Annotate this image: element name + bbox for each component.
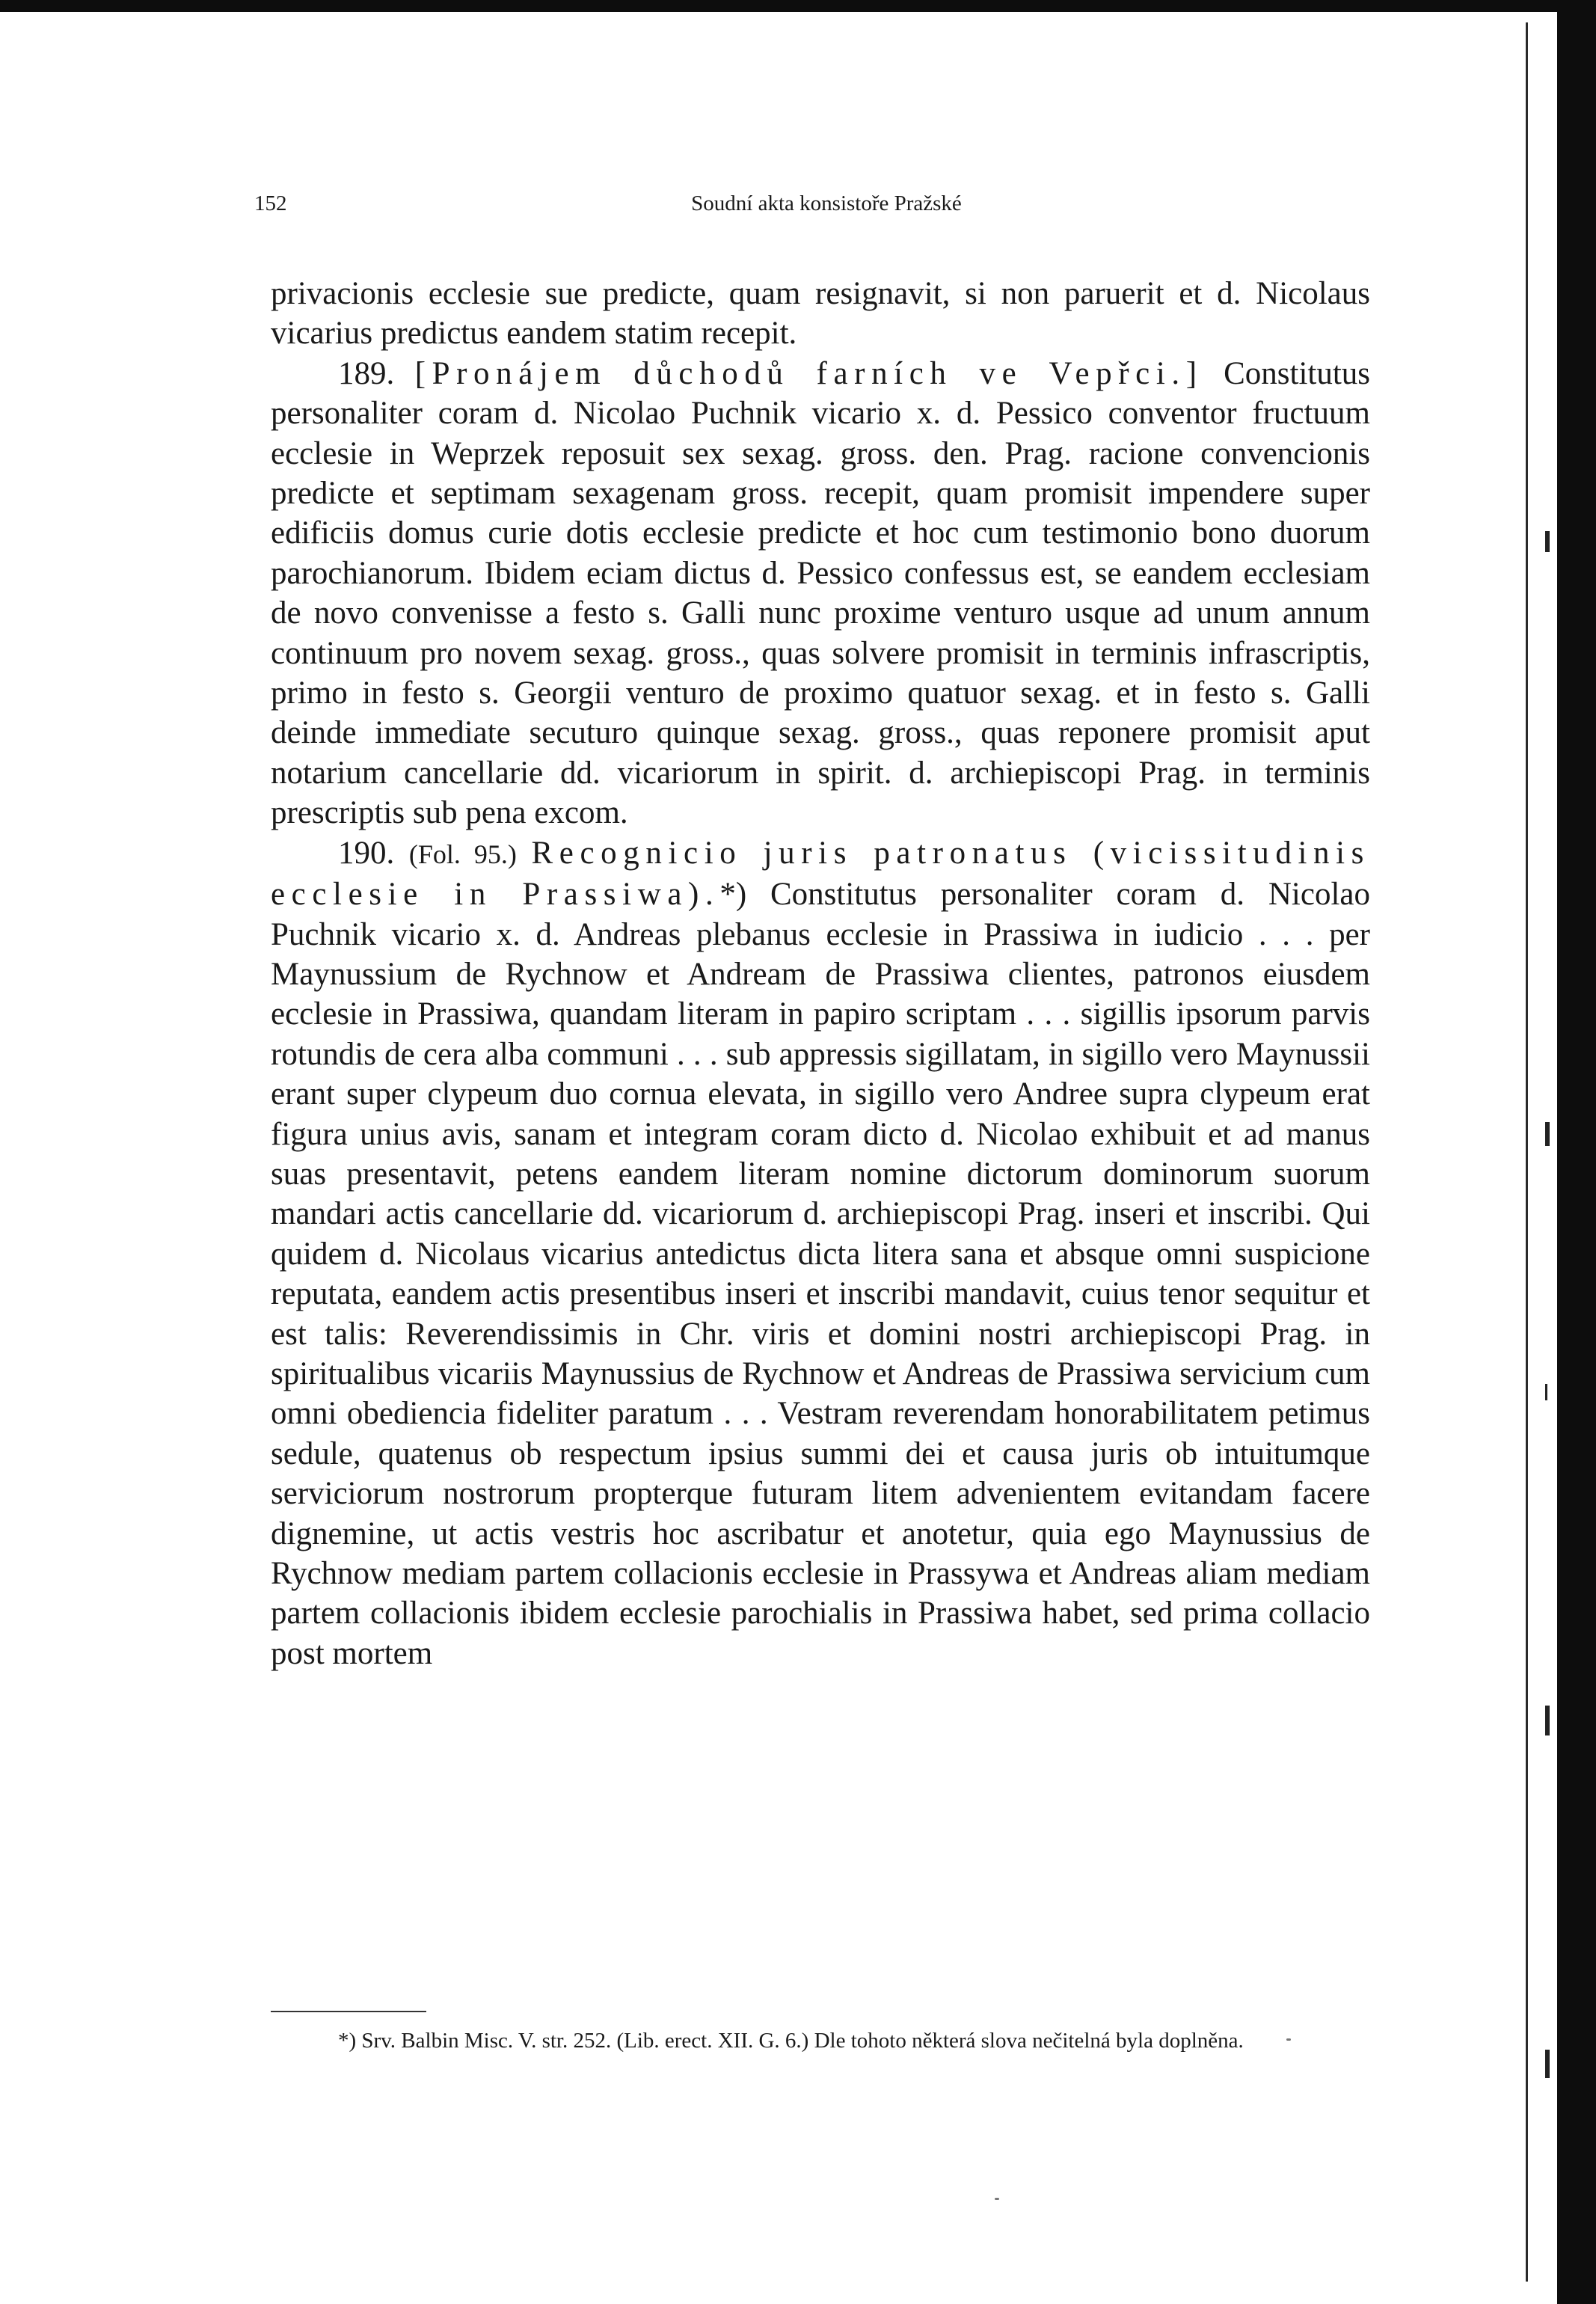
footnote: *) Srv. Balbin Misc. V. str. 252. (Lib. erect. XII. G. 6.) Dle tohoto některá slova nečitelná byla doplněna. (338, 2029, 1244, 2053)
scan-speck (1286, 2038, 1291, 2041)
folio-reference: (Fol. 95.) (408, 839, 517, 869)
margin-mark (1545, 2050, 1550, 2078)
page-number: 152 (254, 192, 287, 215)
entry-number: 190. (338, 835, 395, 871)
page-fold-shadow (1526, 22, 1535, 2282)
footnote-ref: *) (719, 877, 747, 913)
scan-speck (995, 2198, 999, 2200)
scan-border-top (0, 0, 1596, 12)
margin-mark (1545, 531, 1550, 552)
entry-title: [Pronájem důchodů farních ve Vepřci.] (414, 355, 1203, 391)
running-title: Soudní akta konsistoře Pražské (691, 192, 962, 215)
opening-paragraph: privacionis ecclesie sue predicte, quam resignavit, si non paruerit et d. Nicolaus vicarius predictus eandem statim recepit. (271, 276, 1370, 352)
entry-text: Constitutus personaliter coram d. Nicolao Puchnik vicario x. d. Pessico conventor fructuum ecclesie in Weprzek reposuit sex sexag. gross. den. Prag. racione convencionis predicte et septimam sexagenam gross. recepit, quam promisit impendere super edificiis domus curie dotis ecclesie predicte et hoc cum testimonio bono duorum parochianorum. Ibidem eciam dictus d. Pessico confessus est, se eandem ecclesiam de novo convenisse a festo s. Galli nunc proxime venturo usque ad unum annum continuum pro novem sexag. gross., quas solvere promisit in terminis infrascriptis, primo in festo s. Georgii venturo de proximo quatuor sexag. et in festo s. Galli deinde immediate secuturo quinque sexag. gross., quas reponere promisit aput notarium cancellarie dd. vicariorum in spirit. d. archiepiscopi Prag. in terminis prescriptis sub pena excom. (271, 355, 1371, 831)
page-header (254, 192, 1399, 227)
margin-mark (1545, 1384, 1547, 1400)
entry-title: Recognicio juris patronatus (vicissitudinis ecclesie in Prassiwa). (271, 835, 1371, 913)
entry-190 (271, 833, 1370, 1674)
entry-text: Constitutus personaliter coram d. Nicolao Puchnik vicario x. d. Andreas plebanus ecclesie in Prassiwa in iudicio . . . per Maynussium de Rychnow et Andream de Prassiwa clientes, patronos eiusdem ecclesie in Prassiwa, quandam literam in papiro scriptam . . . sigillis ipsorum parvis rotundis de cera alba communi . . . sub appressis sigillatam, in sigillo vero Maynussii erant super clypeum duo cornua elevata, in sigillo vero Andree supra clypeum erat figura unius avis, sanam et integram coram dicto d. Nicolao exhibuit et ad manus suas presentavit, petens eandem literam nomine dictorum dominorum suorum mandari actis cancellarie dd. vicariorum d. archiepiscopi Prag. inseri et inscribi. Qui quidem d. Nicolaus vicarius antedictus dicta litera sana et absque omni suspicione reputata, eandem actis presentibus inseri et inscribi mandavit, cuius tenor sequitur et est talis: Reverendissimis in Chr. viris et domini nostri archiepiscopi Prag. in spiritualibus vicariis Maynussius de Rychnow et Andreas de Prassiwa servicium cum omni obediencia fideliter paratum . . . Vestram reverendam honorabilitatem petimus sedule, quatenus ob respectum ipsius summi dei et causa juris ob intuitumque serviciorum nostrorum propterque futuram litem advenientem evitandam facere dignemine, ut actis vestris hoc ascribatur et anotetur, quia ego Maynussius de Rychnow mediam partem collacionis ecclesie in Prassywa et Andreas aliam mediam partem collacionis ibidem ecclesie parochialis in Prassiwa habet, sed prima collacio post mortem (271, 877, 1370, 1671)
entry-189 (271, 354, 1370, 833)
entry-number: 189. (338, 355, 395, 391)
footnote-rule (271, 2011, 426, 2012)
margin-mark (1545, 1122, 1550, 1146)
margin-mark (1545, 1706, 1550, 1735)
scan-border-right (1557, 0, 1596, 2304)
main-text (271, 274, 1370, 1673)
